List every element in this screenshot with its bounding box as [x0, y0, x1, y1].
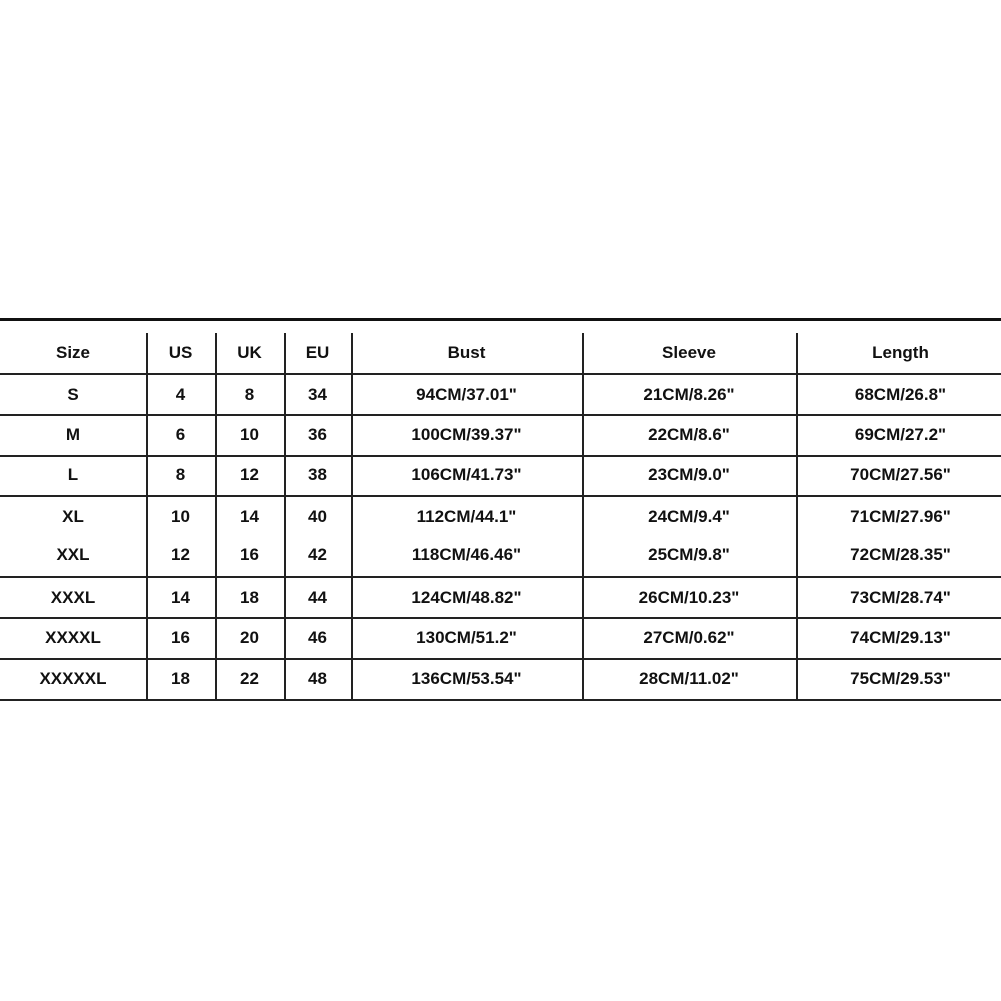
cell-bust: 100CM/39.37" — [411, 425, 522, 444]
cell-eu: 46 — [308, 628, 327, 647]
cell-bust: 136CM/53.54" — [411, 669, 522, 688]
row-divider — [0, 658, 1001, 660]
header-length: Length — [872, 343, 929, 362]
column-divider — [796, 333, 798, 700]
cell-length: 70CM/27.56" — [850, 465, 951, 484]
cell-eu: 40 — [308, 507, 327, 526]
cell-size: XXXL — [50, 588, 96, 607]
cell-eu: 34 — [308, 385, 327, 404]
cell-eu: 44 — [308, 588, 327, 607]
cell-bust: 112CM/44.1" — [416, 507, 517, 526]
table-row — [0, 415, 1001, 455]
cell-eu: 36 — [308, 425, 327, 444]
cell-length: 68CM/26.8" — [854, 385, 947, 404]
table-row — [0, 659, 1001, 699]
table-row — [0, 618, 1001, 658]
cell-uk: 8 — [244, 385, 255, 404]
cell-uk: 22 — [240, 669, 259, 688]
cell-sleeve: 25CM/9.8" — [648, 545, 730, 564]
cell-uk: 12 — [240, 465, 259, 484]
cell-bust: 106CM/41.73" — [411, 465, 522, 484]
row-divider — [0, 414, 1001, 416]
cell-eu: 48 — [308, 669, 327, 688]
cell-length: 74CM/29.13" — [850, 628, 951, 647]
cell-bust: 94CM/37.01" — [416, 385, 517, 404]
cell-eu: 42 — [308, 545, 327, 564]
cell-uk: 10 — [240, 425, 259, 444]
header-us: US — [168, 343, 193, 362]
cell-sleeve: 22CM/8.6" — [648, 425, 730, 444]
cell-sleeve: 27CM/0.62" — [643, 628, 735, 647]
column-divider — [582, 333, 584, 700]
table-row — [0, 375, 1001, 415]
cell-length: 72CM/28.35" — [850, 545, 951, 564]
column-divider — [351, 333, 353, 700]
cell-us: 4 — [175, 385, 186, 404]
cell-bust: 124CM/48.82" — [411, 588, 522, 607]
size-chart-table — [0, 318, 1001, 701]
cell-length: 71CM/27.96" — [850, 507, 951, 526]
cell-sleeve: 23CM/9.0" — [648, 465, 730, 484]
cell-us: 14 — [171, 588, 190, 607]
header-row — [0, 333, 1001, 373]
table-row — [0, 578, 1001, 618]
cell-us: 10 — [171, 507, 190, 526]
cell-size: M — [65, 425, 81, 444]
cell-sleeve: 24CM/9.4" — [648, 507, 730, 526]
column-divider — [215, 333, 217, 700]
row-divider — [0, 576, 1001, 578]
row-divider — [0, 617, 1001, 619]
cell-uk: 18 — [240, 588, 259, 607]
cell-length: 73CM/28.74" — [850, 588, 951, 607]
cell-length: 69CM/27.2" — [854, 425, 947, 444]
cell-us: 16 — [171, 628, 190, 647]
cell-uk: 14 — [240, 507, 259, 526]
cell-size: XXXXXL — [39, 669, 107, 688]
cell-size: S — [67, 385, 79, 404]
cell-us: 8 — [175, 465, 186, 484]
cell-us: 6 — [175, 425, 186, 444]
cell-us: 12 — [171, 545, 190, 564]
table-row — [0, 497, 1001, 537]
top-rule — [0, 318, 1001, 321]
header-eu: EU — [305, 343, 330, 362]
cell-size: XXXXL — [45, 628, 101, 647]
cell-size: L — [67, 465, 79, 484]
cell-sleeve: 28CM/11.02" — [639, 669, 739, 688]
cell-bust: 118CM/46.46" — [411, 545, 522, 564]
header-uk: UK — [237, 343, 262, 362]
cell-size: XL — [62, 507, 84, 526]
cell-sleeve: 26CM/10.23" — [638, 588, 740, 607]
column-divider — [146, 333, 148, 700]
cell-size: XXL — [56, 545, 90, 564]
cell-bust: 130CM/51.2" — [416, 628, 517, 647]
header-sleeve: Sleeve — [662, 343, 716, 362]
table-row — [0, 455, 1001, 495]
row-divider — [0, 455, 1001, 457]
header-bust: Bust — [447, 343, 486, 362]
cell-sleeve: 21CM/8.26" — [643, 385, 735, 404]
cell-uk: 16 — [240, 545, 259, 564]
row-divider — [0, 495, 1001, 497]
table-row — [0, 535, 1001, 575]
cell-us: 18 — [171, 669, 190, 688]
cell-uk: 20 — [240, 628, 259, 647]
row-divider — [0, 373, 1001, 375]
column-divider — [284, 333, 286, 700]
cell-length: 75CM/29.53" — [850, 669, 951, 688]
cell-eu: 38 — [308, 465, 327, 484]
row-divider — [0, 699, 1001, 701]
header-size: Size — [55, 343, 91, 362]
